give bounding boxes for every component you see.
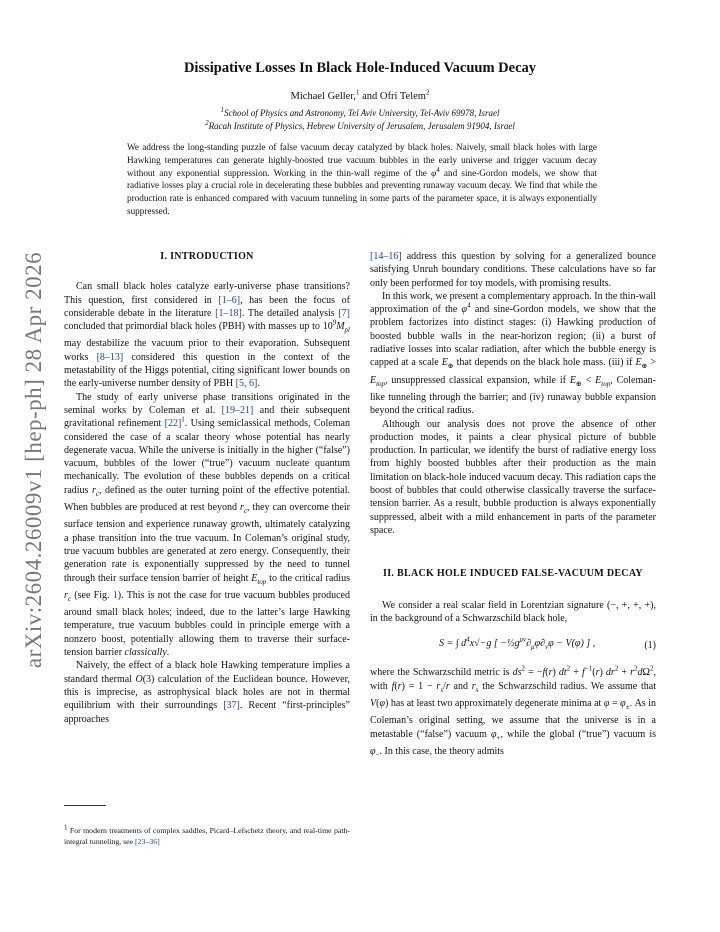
right-paragraph-4: where the Schwarzschild metric is $ds^2 = -f(r) dt^2 + f^{-1}(r) dr^2 + r^2d\Omega^2$, with $f(r) = 1 - r_s/r$ and $r_s$ the Schwarzschild radius. We assume that V(φ) has at least two approximately degenerate minima at $\varphi = \varphi_\pm$. As in Coleman’s original setting, we assume that the universe is in a metastable (“false”) vacuum $\varphi_+$, while the global (“true”) vacuum is $\varphi_-$. In this case, the theory admits [370,665,656,759]
author-list: Michael Geller,$^1$ and Ofri Telem$^2$ [290,88,430,102]
affiliation-1: $^1$School of Physics and Astronomy, Tel Aviv University, Tel-Aviv 69978, Israel [220,106,500,118]
citation-link[interactable]: [37] [223,700,240,712]
left-column [64,250,350,726]
citation-link[interactable]: [19–21] [221,404,254,416]
equation-1 [370,637,656,654]
right-paragraph-0: [14–16] address this question by solving for a generalized bounce satisfying Unruh boundary conditions. These calculations have so far only been performed for toy models, with promising results. [370,251,656,289]
right-column [370,250,656,762]
right-paragraph-2: Although our analysis does not prove the absence of other production modes, it paints a clear physical picture of bubble production. In particular, we identify the burst of radiative energy loss from highly boosted bubbles after their production as the main limitation on black-hole induced vacuum decay. This radiation caps the boost of bubbles that could otherwise classically traverse the surface-tension barrier. As a result, bubble production is always exponentially suppressed, albeit with a mild enhancement in parts of the parameter space. [370,418,656,536]
affiliation-2: $^2$Racah Institute of Physics, Hebrew University of Jerusalem, Jerusalem 91904, Israel [205,119,515,131]
intro-paragraph-1: Can small black holes catalyze early-universe phase transitions? This question, first considered in [1–6], has been the focus of considerable debate in the literature [1–18]. The detailed analysis [7] concluded that primordial black holes (PBH) with masses up to $10^9M_{pl}$ may destabilize the vacuum prior to their evaporation. Subsequent works [8–13] considered this question in the context of the metastability of the Higgs potential, citing significant lower bounds on the early-universe number density of PBH [5, 6]. [64,281,350,390]
footnote-1: $^1$ For modern treatments of complex saddles, Picard–Lefschetz theory, and real-time path-integral tunneling, see [23–36] [64,823,350,846]
section-heading-2: II. BLACK HOLE INDUCED FALSE-VACUUM DECAY [383,568,643,580]
arxiv-sidebar-stamp [14,245,54,675]
citation-link[interactable]: [1–6] [218,294,241,306]
intro-paragraph-3: Naively, the effect of a black hole Hawking temperature implies a standard thermal O(3) calculation of the Euclidean bounce. However, this is imprecise, as astrophysical black holes are not in thermal equilibrium with their surroundings [37]. Recent “first-principles” approaches [64,660,351,725]
arxiv-id: arXiv:2604.26009v1 [hep-ph] 28 Apr 2026 [21,251,46,669]
footnote-rule [64,805,106,806]
citation-link[interactable]: [7] [338,307,350,319]
citation-link[interactable]: [22] [164,418,182,430]
citation-link[interactable]: [1–18] [215,307,242,319]
citation-link[interactable]: [14–16] [370,251,402,262]
right-paragraph-3: We consider a real scalar field in Lorentzian signature (−, +, +, +), in the background of a Schwarzschild black hole, [370,599,656,624]
intro-paragraph-2: The study of early universe phase transitions originated in the seminal works by Coleman et al. [19–21] and their subsequent gravitational refinement $[22]^1$. Using semiclassical methods, Coleman considered the case of a scalar theory whose potential has nearly degenerate vacua. While the universe is initially in the higher (“false”) vacuum, bubbles of the lower (“true”) vacuum nucleate quantum mechanically. The evolution of these bubbles depends on a critical radius $r_c$, defined as the outer turning point of the effective potential. When bubbles are produced at rest beyond $r_c$, they can overcome their surface tension and experience runaway growth, ultimately catalyzing a phase transition into the true vacuum. In Coleman’s original study, true vacuum bubbles are generated at zero energy. Consequently, their generation rate is exponentially suppressed by the need to tunnel through their surface tension barrier of height $E_{top}$ to the critical radius $r_c$ (see Fig. 1). This is not the case for true vacuum bubbles produced around small black holes; indeed, due to the latter’s large Hawking temperature, true vacuum bubbles could in principle emerge with a nonzero boost, potentially allowing them to traverse their surface-tension barrier classically. [64,391,350,659]
equation-1-body: S = ∫ $d^4x√-g$ [ $-\frac{1}{2}g^{\mu\nu}\partial_\mu\varphi\partial_\nu\varphi - V(\varphi)$ ] , [439,635,596,652]
abstract: We address the long-standing puzzle of false vacuum decay catalyzed by black holes. Naively, small black holes with large Hawking temperatures can generate highly-boosted true vacuum bubbles in the early universe and trigger vacuum decay without any exponential suppression. Working in the thin-wall regime of the $\varphi^4$ and sine-Gordon models, we show that radiative losses play a crucial role in decelerating these bubbles and preventing runaway vacuum decay. We find that while the production rate is enhanced compared with vacuum tunneling in some parts of the parameter space, it is always exponentially suppressed. [127,142,597,216]
figure-link[interactable]: 1 [112,589,118,601]
right-paragraph-1: In this work, we present a complementary approach. In the thin-wall approximation of the $\varphi^4$ and sine-Gordon models, we show that the problem factorizes into distinct stages: (i) Hawking production of boosted bubble walls in the near-horizon region; (ii) a burst of radiative losses into scalar radiation, after which the bubble energy is capped at a scale $E_\oplus$ that depends on the black hole mass. (iii) if $E_\oplus > E_{top}$, unsuppressed classical expansion, while if $E_\oplus < E_{top}$, Coleman-like tunneling through the barrier; and (iv) runaway bubble expansion beyond the critical radius. [370,290,657,417]
equation-number: (1) [644,640,656,652]
citation-link[interactable]: [23–36] [135,836,160,846]
citation-link[interactable]: [8–13] [96,351,124,363]
section-heading-introduction: I. INTRODUCTION [160,251,254,262]
citation-link[interactable]: [5, 6] [235,378,258,390]
paper-title: Dissipative Losses In Black Hole-Induced Vacuum Decay [183,60,537,76]
